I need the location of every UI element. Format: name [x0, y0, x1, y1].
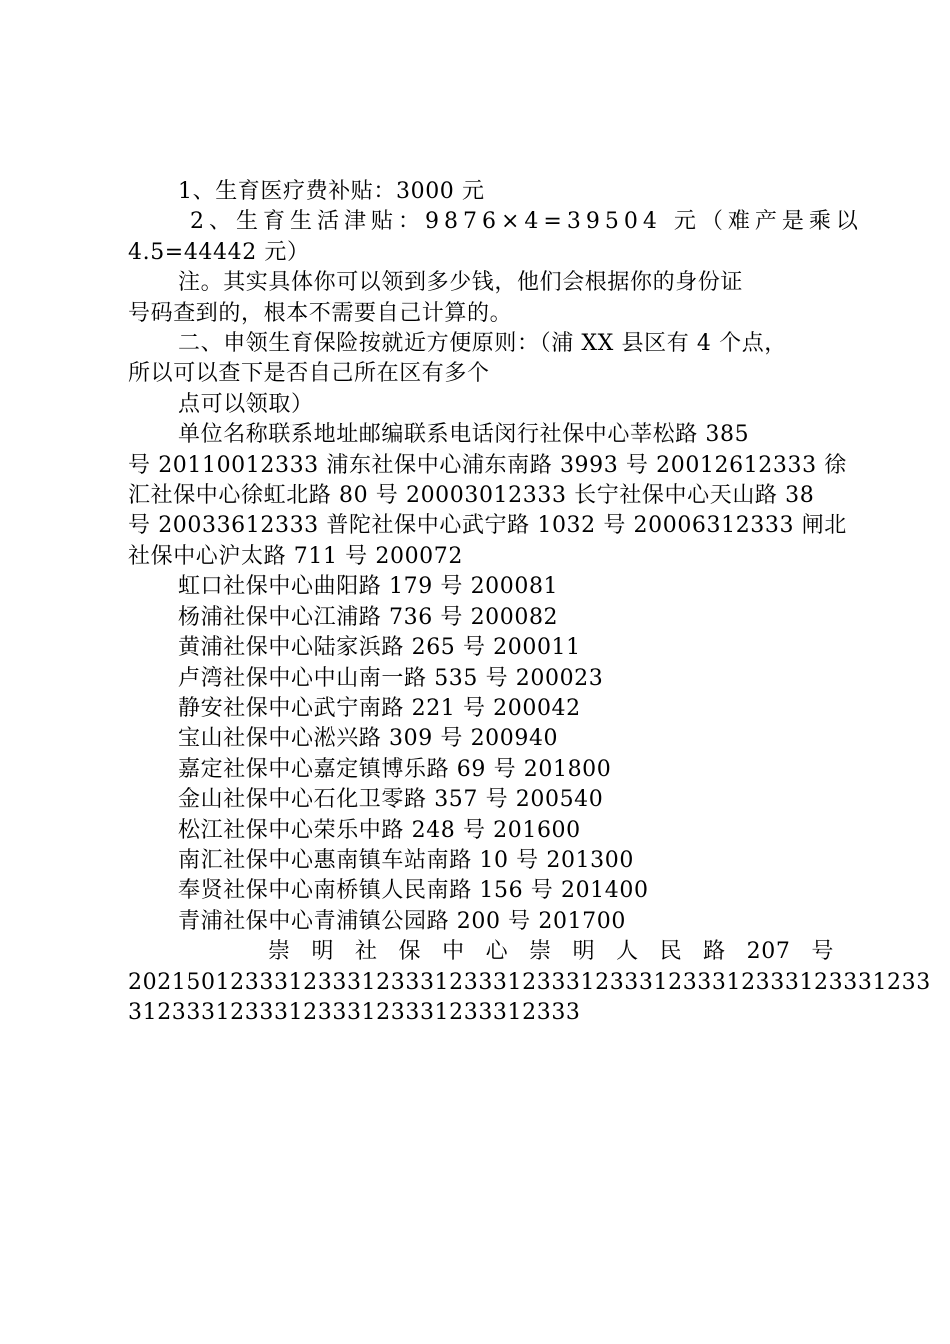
paragraph-line: 松江社保中心荣乐中路 248 号 201600	[178, 817, 581, 843]
word: 路	[703, 939, 726, 965]
document-body	[128, 177, 931, 1028]
word: 保	[398, 939, 422, 965]
word: 明	[311, 939, 335, 965]
word: 社	[355, 939, 378, 965]
paragraph-line: 奉贤社保中心南桥镇人民南路 156 号 201400	[178, 878, 649, 904]
paragraph-line: 4.5=44442 元）	[128, 239, 310, 265]
paragraph-line: 单位名称联系地址邮编联系电话闵行社保中心莘松路 385	[178, 422, 750, 448]
paragraph-line: 号 20033612333 普陀社保中心武宁路 1032 号 20006312333 闸北	[128, 513, 847, 539]
paragraph-line: 杨浦社保中心江浦路 736 号 200082	[178, 604, 559, 630]
paragraph-line: 号码查到的，根本不需要自己计算的。	[128, 300, 513, 326]
paragraph-line: 1、生育医疗费补贴：3000 元	[178, 179, 485, 204]
word: 中	[442, 939, 465, 965]
word: 号	[811, 939, 834, 965]
paragraph-line: 社保中心沪太路 711 号 200072	[128, 543, 463, 569]
paragraph-line: 嘉定社保中心嘉定镇博乐路 69 号 201800	[178, 756, 612, 782]
line-text: 2、生育生活津贴：9876×4=39504 元（难产是乘以	[190, 209, 863, 235]
paragraph-line: 青浦社保中心青浦镇公园路 200 号 201700	[178, 908, 626, 934]
paragraph-line: 注。其实具体你可以领到多少钱，他们会根据你的身份证	[178, 270, 744, 296]
paragraph-line: 金山社保中心石化卫零路 357 号 200540	[178, 787, 604, 813]
paragraph-line: 南汇社保中心惠南镇车站南路 10 号 201300	[178, 847, 634, 873]
paragraph-line	[128, 207, 863, 237]
word: 民	[659, 939, 683, 965]
paragraph-line: 卢湾社保中心中山南一路 535 号 200023	[178, 665, 604, 691]
paragraph-line: 号 20110012333 浦东社保中心浦东南路 3993 号 20012612333 徐	[128, 452, 847, 478]
paragraph-line: 所以可以查下是否自己所在区有多个	[128, 361, 490, 387]
word: 207	[746, 939, 791, 965]
paragraph-line: 3123331233312333123331233312333	[128, 999, 581, 1025]
paragraph-line: 汇社保中心徐虹北路 80 号 20003012333 长宁社保中心天山路 38	[128, 483, 815, 509]
word: 崇	[268, 939, 291, 965]
paragraph-line: 宝山社保中心淞兴路 309 号 200940	[178, 726, 559, 752]
word: 人	[616, 939, 639, 965]
word: 崇	[529, 939, 552, 965]
paragraph-line: 二、申领生育保险按就近方便原则：（浦 XX 县区有 4 个点，	[178, 331, 787, 357]
paragraph-line: 静安社保中心武宁南路 221 号 200042	[178, 695, 581, 721]
paragraph-line: 点可以领取）	[178, 391, 314, 417]
paragraph-line: 黄浦社保中心陆家浜路 265 号 200011	[178, 635, 581, 661]
word: 明	[572, 939, 596, 965]
paragraph-line: 2021501233312333123331233312333123331233312333123331233	[128, 969, 931, 995]
paragraph-line: 虹口社保中心曲阳路 179 号 200081	[178, 574, 559, 600]
chongming-line	[128, 937, 834, 967]
word: 心	[485, 939, 509, 965]
